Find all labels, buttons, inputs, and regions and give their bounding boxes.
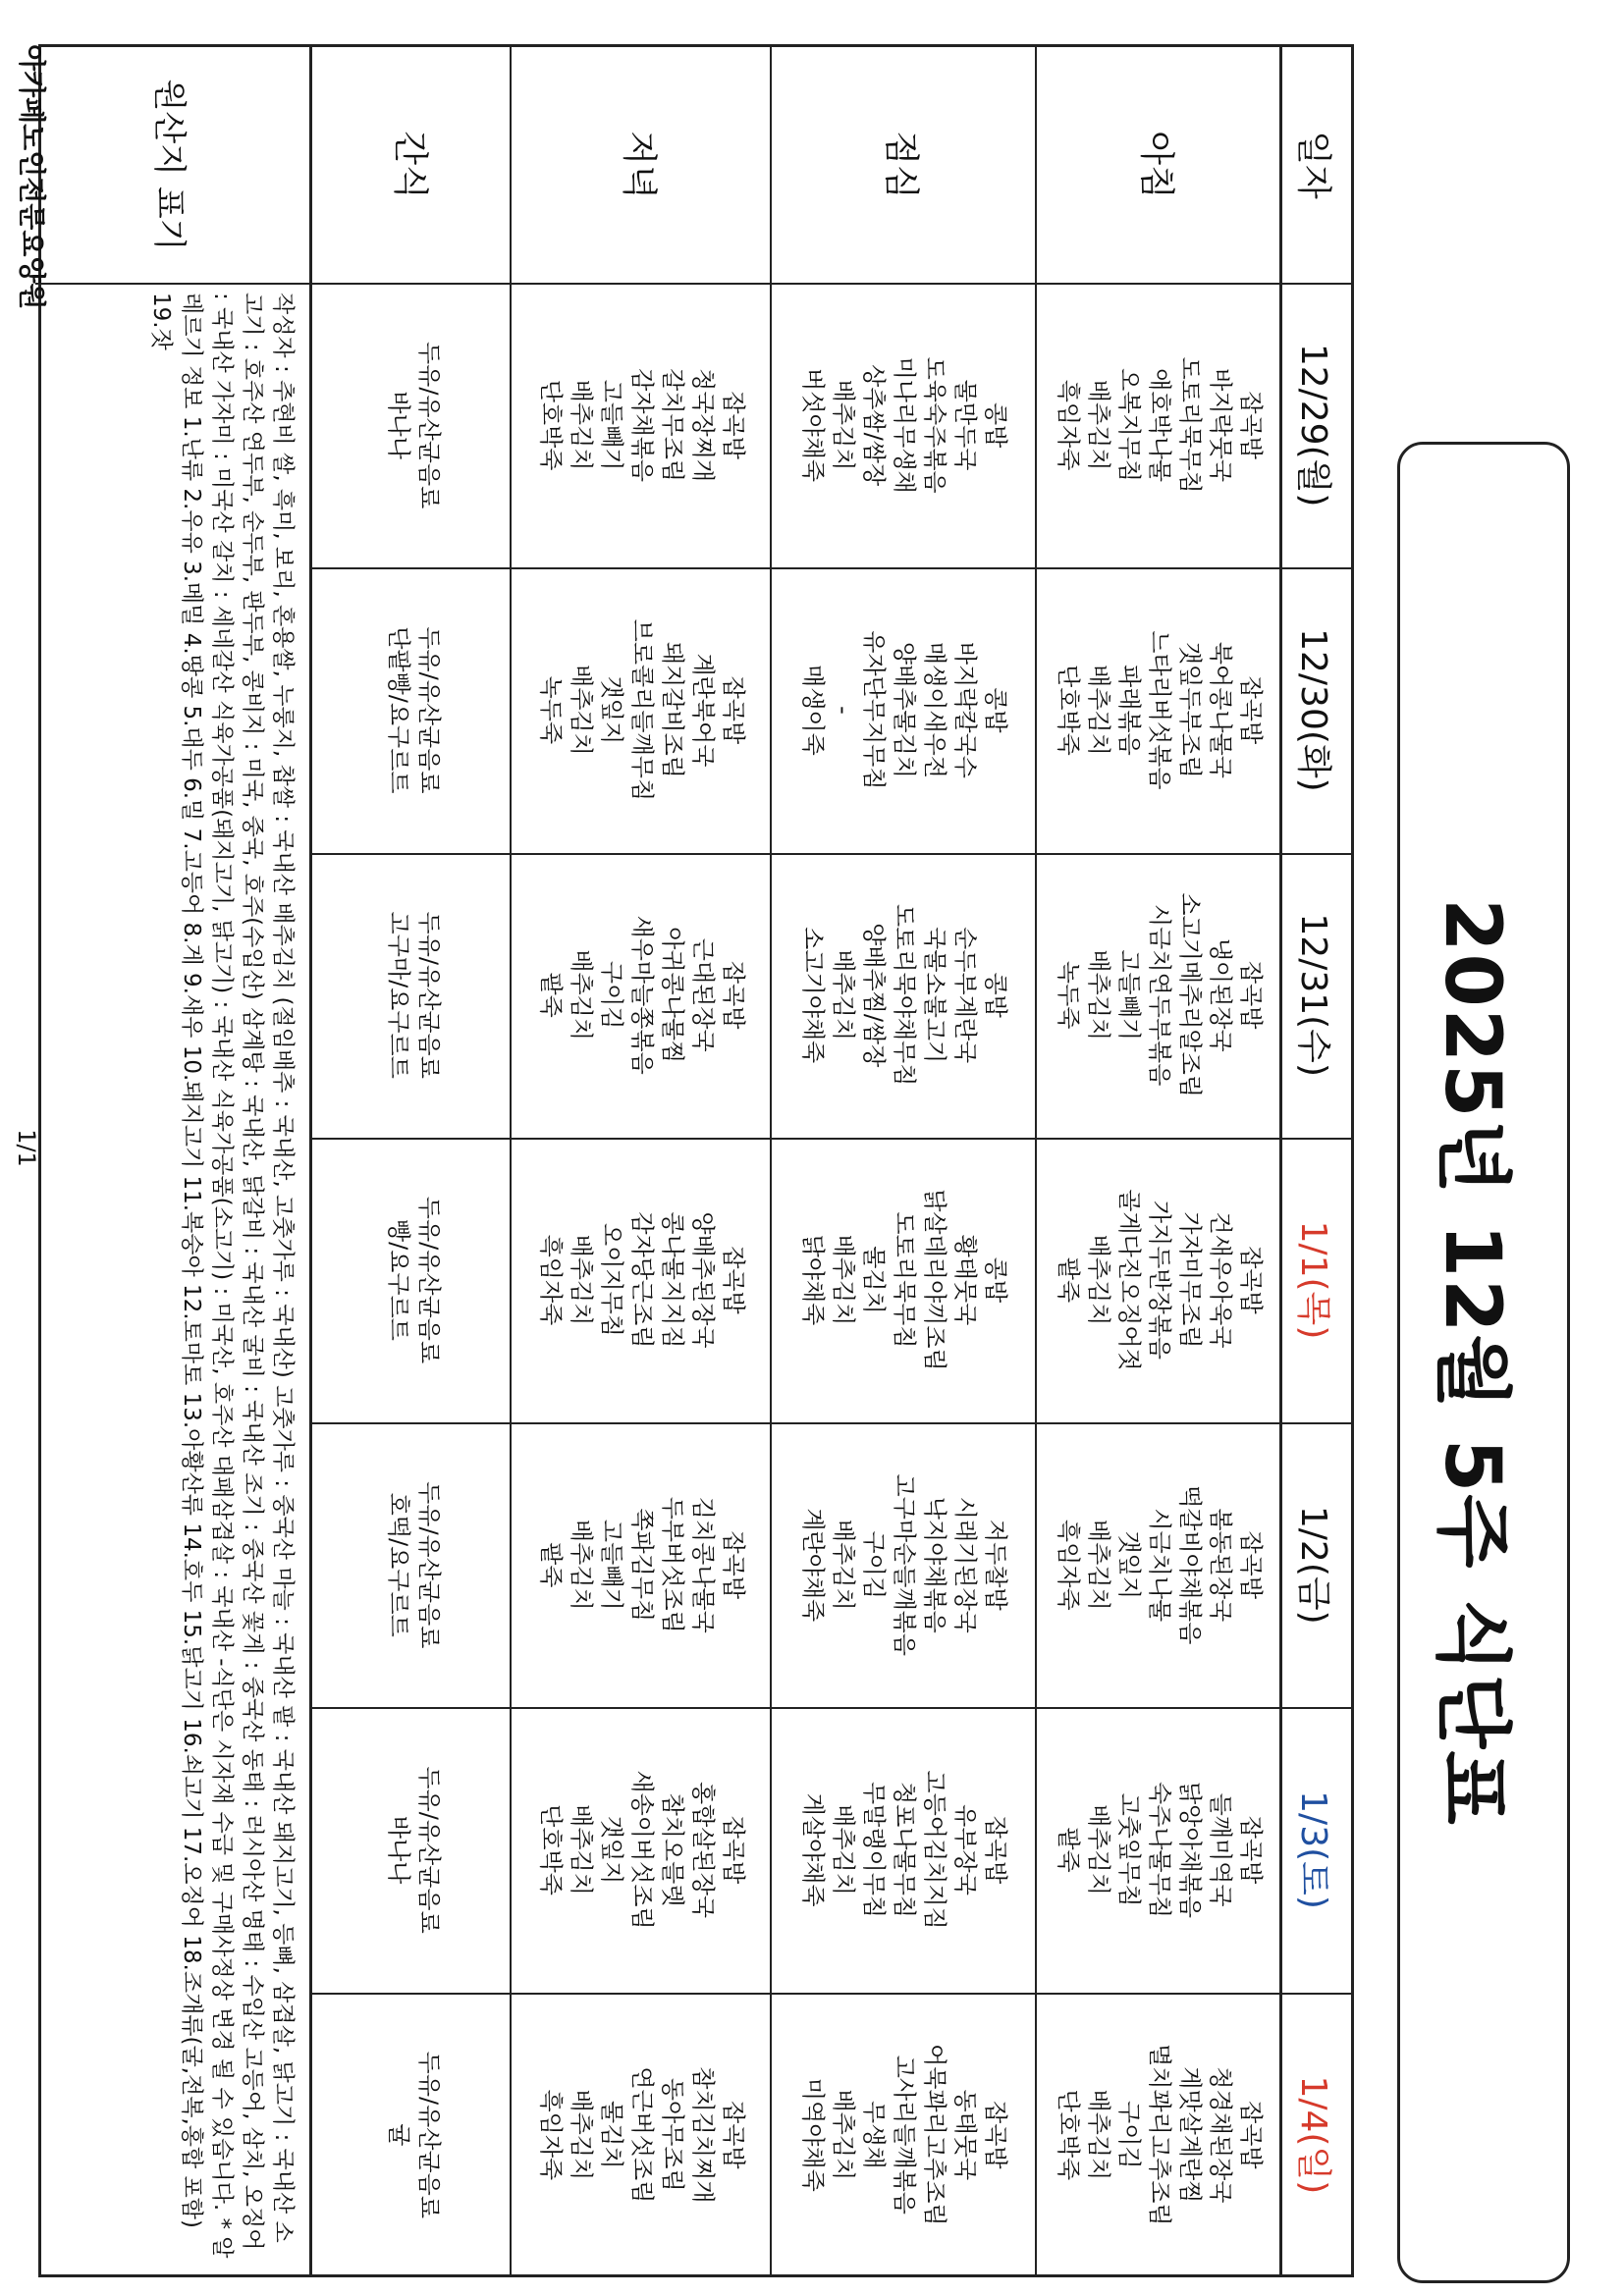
lunch-menu-cell [772,567,1037,852]
menu-item: 팥죽 [1055,1827,1083,1873]
menu-item: 감자채볶음 [628,368,656,483]
menu-item: 두부버섯조림 [659,1496,686,1633]
menu-item: 쪽파김무침 [628,1508,656,1623]
breakfast-menu-cell [1037,567,1282,852]
day-date-header: 1/1(목) [1293,1220,1334,1340]
row-divider [770,47,772,2274]
dinner-menu-cell [512,283,772,567]
menu-item: 상추쌈/쌈장 [860,364,889,487]
row-divider [309,47,312,2274]
lunch-menu-list [798,630,1011,789]
day-date-header: 1/3(토) [1293,1790,1334,1909]
snack-menu-cell [315,853,512,1138]
menu-item: 콩밥 [982,687,1010,733]
menu-item: 새우마늘쫑볶음 [628,915,656,1075]
breakfast-menu-list [1054,1189,1267,1370]
menu-item: 단호박죽 [1055,2089,1083,2181]
snack-menu-list [383,626,444,793]
menu-item: 바지락뭇국 [1207,368,1235,483]
origin-text: 작성자 : 추현비 쌀, 흑미, 보리, 혼용쌀, 누룽지, 찹쌀 : 국내산 배추김치 (절임배추 : 국내산, 고춧가루 : 국내산) 고춧가루 : 중국산 마늘 : 국내산 팥 : 국내산 돼지고기, 등뼈, 삼겹살, 닭고기 : 국내산 소고기 : 호주산 연두부, 순두부, 판두부, 콩비지 : 미국, 중국, 호주(수입산) 삼계탕 : 국내산, 닭갈비 : 국내산 굴비 : 국내산 조기 : 중국산 꽃게 : 중국산 동태 : 러시아산 명태 : 수입산 고등어, 삼치, 오징어 : 국내산 가자미 : 미국산 갈치 : 세네갈산 식육가공품(돼지고기, 닭고기) : 국내산 식육가공품(소고기) : 미국산, 호주산 대패삼겹살 : 국내산 -식단은 시자재 수급 및 구매사정상 변경 될 수 있습니다. * 알레르기 정보 1.난류 2.우유 3.메밀 4.땅콩 5.대두 6.밀 7.고등어 8.게 9.새우 10.돼지고기 11.복숭아 12.토마토 13.아황산류 14.호두 15.닭고기 16.쇠고기 17.오징어 18.조개류(굴,전복,홍합 포함) 19.잣 [148,293,296,2259]
day-date-header: 12/30(화) [1293,628,1334,792]
menu-item: 배추김치 [1085,1234,1113,1326]
menu-item: 유자단무지무침 [860,630,889,790]
menu-item: 잡곡밥 [982,1815,1010,1885]
footer-organization: 아카페노인전문요양원 [16,44,48,310]
breakfast-menu-cell [1037,1138,1282,1422]
dinner-menu-cell [512,1138,772,1422]
menu-item: 잡곡밥 [720,391,747,459]
menu-item: 빵/요구르트 [385,1218,412,1341]
menu-item: 배추김치 [568,1234,595,1326]
menu-item: 북어콩나물국 [1207,641,1235,778]
snack-menu-list [383,1766,444,1933]
menu-item: 참치김치찌개 [689,2066,717,2204]
dinner-menu-list [535,916,748,1075]
menu-item: 오복지무침 [1115,368,1144,483]
dinner-menu-list [535,619,748,801]
origin-divider [35,283,310,285]
menu-item: 무생채 [860,2101,889,2169]
menu-item: 팥죽 [537,1542,565,1588]
menu-item: 두유/유산균음료 [415,626,443,794]
menu-item: 고구마/요구르트 [385,911,412,1079]
dinner-menu-list [535,1770,748,1929]
menu-item: 떡갈비야채볶음 [1176,1485,1205,1645]
snack-menu-list [383,342,444,508]
menu-item: 갯잎두부조림 [1176,641,1205,778]
lunch-menu-list [798,1770,1011,1929]
menu-item: 팥죽 [537,972,565,1018]
breakfast-menu-list [1054,630,1267,789]
menu-item: 가지두반장볶음 [1146,1200,1174,1361]
menu-item: 잡곡밥 [720,1815,747,1885]
menu-item: 흑임자죽 [537,2089,565,2181]
menu-item: 닭앙아채볶음 [1176,1782,1205,1919]
menu-item: 배추김치 [830,949,858,1041]
menu-item: 닭야채죽 [799,1234,828,1326]
lunch-menu-list [798,1474,1011,1656]
lunch-menu-cell [772,283,1037,567]
breakfast-menu-list [1054,2044,1267,2225]
menu-item: 배추김치 [568,2089,595,2181]
menu-item: 바나나 [385,391,412,459]
menu-item: 건새우아욱국 [1207,1211,1235,1349]
title-box [1397,442,1570,2283]
snack-menu-cell [315,1138,512,1422]
menu-item: 동아무조림 [659,2077,686,2192]
menu-item: 감자당근조림 [628,1211,656,1349]
menu-item: 어묵꽈리고추조림 [921,2044,949,2226]
lunch-menu-cell [772,1138,1037,1422]
menu-item: 배추김치 [1085,665,1113,756]
menu-item: 도토리묵무침 [891,1211,919,1349]
menu-item: 근대된장국 [689,937,717,1052]
menu-item: 동태뭇국 [951,2089,980,2181]
menu-item: 아귀콩나물찜 [659,927,686,1064]
snack-menu-list [383,1481,444,1648]
dinner-row-header: 저녁 [619,131,659,199]
menu-item: 청경채된장국 [1207,2066,1235,2204]
menu-item: 물만두국 [951,379,980,471]
menu-item: 느타리버섯볶음 [1146,630,1174,790]
day-date-header: 12/31(수) [1293,913,1334,1078]
menu-item: 구이김 [1115,2101,1144,2169]
menu-item: 구이김 [860,1530,889,1600]
lunch-menu-cell [772,1422,1037,1707]
snack-menu-cell [315,567,512,852]
origin-label: 원산지 표기 [149,79,189,251]
dinner-menu-list [535,2066,748,2203]
lunch-row-header: 점심 [881,131,922,199]
menu-item: 브로콜리들깨무침 [628,618,656,802]
menu-item: 호떡/요구르트 [385,1492,412,1637]
breakfast-menu-list [1054,357,1267,494]
menu-item: 배추김치 [1085,1519,1113,1611]
menu-item: 계란북어국 [689,653,717,768]
date-row-header: 일자 [1293,131,1334,199]
menu-item: 골게다진오징어젓 [1115,1189,1144,1371]
menu-item: 배추김치 [568,379,595,471]
menu-item: 잡곡밥 [1237,391,1266,459]
menu-item: 소고기야채죽 [799,927,828,1064]
menu-item: 냉이된장국 [1207,937,1235,1052]
menu-item: 무말랭이무침 [860,1782,889,1919]
lunch-menu-cell [772,853,1037,1138]
menu-item: 홍합살된장국 [689,1782,717,1919]
menu-item: 콩나물지지짐 [659,1211,686,1349]
menu-item: 닭살데리야끼조림 [921,1189,949,1371]
column-divider [312,1138,1351,1140]
menu-item: 물김치 [598,2101,625,2169]
lunch-menu-list [798,357,1011,494]
menu-item: 귤 [385,2123,412,2147]
menu-item: 녹두죽 [537,675,565,745]
menu-item: - [830,706,858,715]
menu-item: 갯잎지 [1115,1530,1144,1600]
dinner-menu-list [535,1211,748,1348]
menu-item: 고사리들깨볶음 [891,2055,919,2215]
menu-item: 흑임자죽 [537,1234,565,1326]
menu-item: 참치오믈렛 [659,1792,686,1907]
menu-item: 바나나 [385,1815,412,1885]
dinner-menu-cell [512,853,772,1138]
menu-item: 잡곡밥 [720,675,747,745]
lunch-menu-list [798,2044,1011,2225]
footer-page-number: 1/1 [13,1129,40,1167]
menu-item: 배추김치 [1085,379,1113,471]
menu-item: 새송이버섯조림 [628,1770,656,1930]
menu-item: 배추김치 [568,665,595,756]
menu-item: 구이김 [598,960,625,1030]
menu-item: 배추김치 [568,1804,595,1896]
menu-item: 콩밥 [982,401,1010,449]
breakfast-menu-list [1054,1782,1267,1918]
menu-item: 양배추물김치 [891,641,919,778]
snack-row-header: 간식 [390,131,431,199]
breakfast-menu-list [1054,1485,1267,1644]
menu-item: 잡곡밥 [1237,2101,1266,2169]
menu-item: 고들빼기 [598,379,625,471]
lunch-menu-cell [772,1707,1037,1992]
menu-item: 계란야채죽 [799,1508,828,1623]
menu-item: 배추김치 [830,1234,858,1326]
breakfast-row-header: 아침 [1136,131,1177,199]
menu-item: 흑임자죽 [1055,379,1083,471]
menu-item: 게살야채죽 [799,1792,828,1907]
menu-item: 낙지야채볶음 [921,1496,949,1633]
menu-item: 양배추찜/쌈장 [860,923,889,1068]
menu-item: 유부장국 [951,1804,980,1896]
menu-item: 배추김치 [1085,2089,1113,2181]
menu-item: 고들빼기 [598,1519,625,1611]
menu-item: 돼지갈비조림 [659,641,686,778]
menu-item: 두유/유산균음료 [415,2051,443,2219]
menu-item: 양배추된장국 [689,1211,717,1349]
dinner-menu-cell [512,567,772,852]
snack-menu-cell [315,1422,512,1707]
row-divider [1279,47,1282,2274]
menu-item: 배추김치 [830,1519,858,1611]
menu-item: 연근버섯조림 [628,2066,656,2204]
menu-item: 저두찰밥 [982,1519,1010,1611]
menu-item: 흑임자죽 [1055,1519,1083,1611]
dinner-menu-cell [512,1707,772,1992]
menu-item: 봄동된장국 [1207,1508,1235,1623]
menu-item: 잡곡밥 [1237,675,1266,745]
snack-menu-cell [315,283,512,567]
page-title: 2025년 12월 5주 식단표 [1428,898,1516,1827]
menu-item: 미역야채죽 [799,2077,828,2192]
menu-item: 단호박죽 [1055,665,1083,756]
breakfast-menu-list [1054,892,1267,1097]
menu-item: 도육숙주볶음 [921,356,949,494]
breakfast-menu-cell [1037,1422,1282,1707]
menu-item: 오이지무침 [598,1223,625,1337]
breakfast-menu-cell [1037,853,1282,1138]
menu-item: 청국장찌개 [689,368,717,483]
menu-item: 갯잎지 [598,675,625,745]
menu-item: 잡곡밥 [982,2101,1010,2169]
dinner-menu-cell [512,1993,772,2277]
dinner-menu-list [535,368,748,482]
menu-item: 배추김치 [830,379,858,471]
menu-item: 잡곡밥 [1237,1815,1266,1885]
menu-item: 팥죽 [1055,1256,1083,1304]
menu-item: 파래볶음 [1115,665,1144,756]
menu-item: 애호박나물 [1146,368,1174,483]
menu-item: 단호박죽 [537,1804,565,1896]
snack-menu-list [383,1197,444,1363]
menu-item: 배추김치 [1085,1804,1113,1896]
menu-item: 멸치꽈리고추조림 [1146,2044,1174,2226]
menu-item: 고들빼기 [1115,949,1144,1041]
menu-item: 갈치무조림 [659,368,686,483]
lunch-menu-list [798,904,1011,1086]
menu-item: 단팥빵/요구르트 [385,626,412,794]
menu-item: 고등어김치지짐 [921,1770,949,1930]
lunch-menu-list [798,1189,1011,1370]
menu-item: 버섯야채죽 [799,368,828,483]
row-divider [1035,47,1037,2274]
column-divider [312,853,1351,855]
menu-item: 순두부계란국 [951,927,980,1064]
menu-item: 콩밥 [982,972,1010,1018]
menu-item: 잡곡밥 [720,2101,747,2169]
menu-item: 콩밥 [982,1256,1010,1304]
menu-item: 시금치나물 [1146,1508,1174,1623]
dinner-menu-cell [512,1422,772,1707]
menu-item: 녹두죽 [1055,960,1083,1030]
menu-item: 김치콩나물국 [689,1496,717,1633]
menu-item: 잡곡밥 [720,1246,747,1314]
menu-item: 두유/유산균음료 [415,1766,443,1934]
menu-item: 들깨미역국 [1207,1792,1235,1907]
day-date-header: 1/4(일) [1293,2075,1334,2195]
menu-item: 갯잎지 [598,1815,625,1885]
menu-item: 두유/유산균음료 [415,1481,443,1649]
menu-item: 바지락칼국수 [951,641,980,778]
menu-item: 매생이새우전 [921,641,949,778]
day-date-header: 12/29(월) [1293,343,1334,507]
menu-item: 배추김치 [568,1519,595,1611]
snack-menu-cell [315,1707,512,1992]
column-divider [312,1707,1351,1709]
menu-item: 게맛살계란찜 [1176,2066,1205,2204]
menu-item: 두유/유산균음료 [415,911,443,1079]
menu-item: 시래기된장국 [951,1496,980,1633]
breakfast-menu-cell [1037,1993,1282,2277]
menu-item: 잡곡밥 [1237,960,1266,1030]
breakfast-menu-cell [1037,283,1282,567]
snack-menu-list [383,2052,444,2218]
column-divider [312,1422,1351,1424]
menu-item: 고구마순들깨볶음 [891,1473,919,1657]
menu-item: 도토리묵야채무침 [891,903,919,1087]
menu-item: 배추김치 [830,1804,858,1896]
menu-item: 청포나물무침 [891,1782,919,1919]
menu-item: 잡곡밥 [720,1530,747,1600]
snack-menu-cell [315,1993,512,2277]
menu-item: 잡곡밥 [1237,1530,1266,1600]
menu-item: 도토리묵무침 [1176,356,1205,494]
menu-item: 잡곡밥 [1237,1246,1266,1314]
menu-item: 국물소불고기 [921,927,949,1064]
menu-item: 고춧잎무침 [1115,1792,1144,1907]
menu-item: 배추김치 [568,949,595,1041]
day-date-header: 1/2(금) [1293,1505,1334,1625]
lunch-menu-cell [772,1993,1037,2277]
menu-item: 두유/유산균음료 [415,341,443,509]
dinner-menu-list [535,1497,748,1633]
menu-item: 가자미무조림 [1176,1211,1205,1349]
menu-item: 매생이죽 [799,665,828,756]
menu-item: 단호박죽 [537,379,565,471]
breakfast-menu-cell [1037,1707,1282,1992]
menu-item: 황태뭇국 [951,1234,980,1326]
menu-item: 시금치연두부볶음 [1146,903,1174,1087]
menu-item: 소고기메추리알조림 [1176,892,1205,1098]
menu-item: 물김치 [860,1246,889,1314]
column-divider [312,567,1351,569]
snack-menu-list [383,912,444,1079]
row-divider [510,47,512,2274]
menu-item: 숙주나물무침 [1146,1782,1174,1919]
menu-item: 배추김치 [1085,949,1113,1041]
menu-item: 배추김치 [830,2089,858,2181]
menu-item: 잡곡밥 [720,960,747,1030]
menu-item: 두유/유산균음료 [415,1196,443,1364]
column-divider [312,1993,1351,1995]
menu-table [38,44,1354,2277]
menu-item: 미나리무생채 [891,356,919,494]
